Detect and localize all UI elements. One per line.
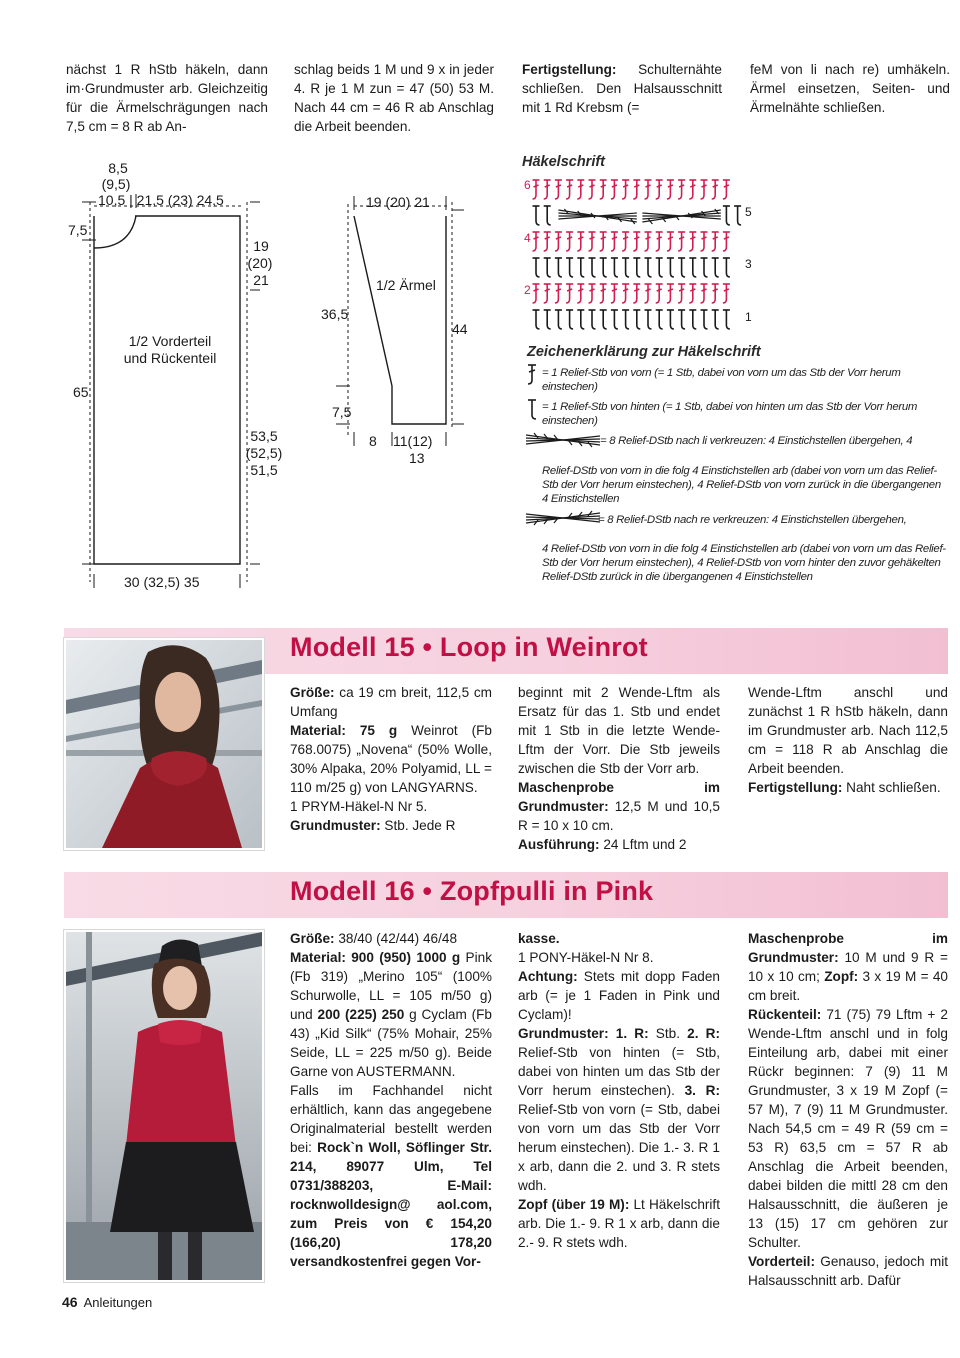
side-length-label-1: 53,5 (250, 428, 278, 444)
chart-stitch (712, 232, 719, 251)
legend-item-1: = 1 Relief-Stb von vorn (= 1 Stb, dabei von vorn um das Stb der Vorr herum einstechen) (542, 367, 901, 394)
model16-back (748, 1005, 948, 1252)
chart-stitch (701, 258, 708, 277)
sleeve-schematic-lines (328, 190, 468, 470)
model15-size-label: Größe: (290, 685, 335, 700)
section-name: Anleitungen (83, 1295, 153, 1310)
model15-execution (518, 835, 720, 854)
sleeve-bottom-right-2-label: 13 (409, 450, 425, 466)
chart-stitch (667, 310, 674, 329)
chart-stitch (689, 232, 696, 251)
model16-col2 (518, 929, 720, 1252)
chart-stitch (667, 258, 674, 277)
chart-stitch (544, 206, 551, 225)
chart-stitch (656, 284, 663, 303)
model16-back-label: Rückenteil: (748, 1007, 822, 1022)
legend-symbol-front-post (526, 363, 538, 385)
sleeve-top-width-label: 19 (20) 21 (366, 194, 430, 210)
chart-stitch (667, 284, 674, 303)
legend-item-3-cont: Relief-DStb von vorn in die folg 4 Einstichstellen arb (dabei von vorn um das Relief-Stb der Vorr herum einstechen), 4 Relief-DStb von vorn zurück in die übergangenen 4 Einstichstellen (542, 465, 941, 506)
chart-stitch (645, 180, 652, 199)
crochet-chart (532, 172, 752, 332)
model15-finishing (748, 778, 948, 797)
row-label-2: 2 (524, 283, 531, 297)
model16-front-text: Genauso, jedoch mit Halsausschnitt arb. Dafür (748, 1254, 948, 1288)
sleeve-total-length-label: 44 (452, 321, 468, 337)
model15-title: Modell 15 • Loop in Weinrot (290, 632, 648, 662)
model15-pattern-label: Grundmuster: (290, 818, 381, 833)
top-text-col4-para: feM von li nach re) umhäkeln. Ärmel einsetzen, Seiten- und Ärmelnähte schließen. (750, 62, 950, 115)
model15-photo (64, 638, 264, 850)
chart-stitch (712, 310, 719, 329)
chart-stitch (689, 258, 696, 277)
model16-photo (64, 930, 264, 1282)
chart-stitch (544, 232, 551, 251)
model15-execution-cont-text: Wende-Lftm anschl und zunächst 1 R hStb häkeln, dann im Grundmuster arb. Nach 112,5 cm = 118 R ab Anschlag die Arbeit beenden. (748, 685, 948, 776)
chart-stitch (600, 232, 607, 251)
chart-stitch (645, 258, 652, 277)
model16-attention-label: Achtung: (518, 969, 578, 984)
chart-stitch (589, 310, 596, 329)
legend-item-2: = 1 Relief-Stb von hinten (= 1 Stb, dabei von hinten um das Stb der Vorr herum einstechen) (542, 401, 918, 428)
model16-col1 (290, 929, 492, 1271)
chart-cable-crossing (642, 209, 720, 224)
chart-stitch (555, 232, 562, 251)
model16-order-text: Falls im Fachhandel nicht erhältlich, kann das angegebene Originalmaterial bestellt werden bei: (290, 1083, 492, 1155)
model16-header-band (64, 872, 948, 918)
model15-hook (290, 797, 492, 816)
chart-stitch (566, 310, 573, 329)
model15-size-text: ca 19 cm breit, 112,5 cm Umfang (290, 685, 492, 719)
top-text-col1 (66, 60, 268, 136)
chart-stitch (555, 258, 562, 277)
model15-size (290, 683, 492, 721)
chart-stitch (566, 284, 573, 303)
chart-stitch (678, 232, 685, 251)
model15-pattern-text: Stb. Jede R (380, 818, 456, 833)
row-label-3: 3 (745, 257, 752, 271)
model15-execution-cont (748, 683, 948, 778)
finishing-text: Schulternähte schließen. Den Halsausschnitt mit 1 Rd Krebsm (= (522, 62, 722, 115)
sleeve-label: 1/2 Ärmel (376, 277, 436, 293)
chart-stitch (533, 232, 540, 251)
legend-item-3: = 8 Relief-DStb nach li verkreuzen: 4 Einstichstellen übergehen, 4 (600, 435, 913, 447)
chart-stitch (589, 258, 596, 277)
chart-stitch (600, 284, 607, 303)
chart-stitch (734, 206, 741, 225)
chart-stitch (723, 180, 730, 199)
model16-size-label: Größe: (290, 931, 335, 946)
chart-stitch (701, 284, 708, 303)
model15-material-label: Material: 75 g (290, 723, 398, 738)
model16-attention-text: Stets mit dopp Faden arb (= je 1 Faden in Pink und Cyclam)! (518, 969, 720, 1022)
chart-stitch (622, 310, 629, 329)
chart-stitch (633, 232, 640, 251)
model16-hook-text: 1 PONY-Häkel-N Nr 8. (518, 950, 654, 965)
chart-stitch (555, 310, 562, 329)
model15-material-text: Weinrot (Fb 768.0075) „Novena“ (50% Wolle, 30% Alpaka, 20% Polyamid, LL = 110 m/25 g) von LANGYARNS. (290, 723, 492, 795)
chart-stitch (600, 180, 607, 199)
chart-stitch (555, 284, 562, 303)
chart-stitch (689, 180, 696, 199)
legend-item-4: = 8 Relief-DStb nach re verkreuzen: 4 Einstichstellen übergehen, (598, 514, 907, 526)
chart-stitch (555, 180, 562, 199)
crochet-chart-title: Häkelschrift (522, 154, 606, 170)
armhole-label-3: 21 (253, 272, 269, 288)
chart-stitch (678, 180, 685, 199)
model16-title: Modell 16 • Zopfpulli in Pink (290, 876, 654, 906)
model15-hook-text: 1 PRYM-Häkel-N Nr 5. (290, 799, 428, 814)
chart-stitch (611, 284, 618, 303)
model16-gauge (748, 929, 948, 1005)
chart-stitch (723, 206, 730, 225)
page-number: 46 (62, 1294, 78, 1310)
chart-stitch (678, 258, 685, 277)
page-footer (62, 1294, 152, 1310)
chart-stitch (577, 284, 584, 303)
chart-stitch (633, 258, 640, 277)
side-length-label-2: (52,5) (245, 445, 283, 461)
chart-stitch (566, 180, 573, 199)
sleeve-cuff-label: 7,5 (332, 404, 352, 420)
chart-stitch (533, 180, 540, 199)
model15-material (290, 721, 492, 797)
legend-item-4-cont: 4 Relief-DStb von vorn in die folg 4 Einstichstellen arb (dabei von vorn um das Relief-Stb der Vorr herum einstechen), 4 Relief-DStb von vorn hinter den zuvor gehäkelten Relief-DStb zurück in die übergangenen 4 Einstichstellen (542, 543, 946, 584)
model15-col1 (290, 683, 492, 835)
model16-order-address: Rock`n Woll, Söflinger Str. 214, 89077 Ulm, Tel 0731/388203, E-Mail: rocknwolldesign@ aol.com, zum Preis von € 154,20 (166,20) 178,20 versandkostenfrei gegen Vor- (290, 1140, 492, 1269)
model16-col3 (748, 929, 948, 1290)
finishing-label: Fertigstellung: (522, 62, 617, 77)
chart-stitch (667, 232, 674, 251)
chart-stitch (622, 232, 629, 251)
model16-cable-gauge-label: Zopf: (824, 969, 859, 984)
chart-stitch (712, 258, 719, 277)
model15-col2 (518, 683, 720, 854)
chart-stitch (544, 284, 551, 303)
top-text-col1-para: nächst 1 R hStb häkeln, dann im·Grundmuster arb. Gleichzeitig für die Ärmelschrägungen nach 7,5 cm = 8 R ab An- (66, 62, 268, 134)
model16-material-label-2: 200 (225) 250 (317, 1007, 405, 1022)
chart-stitch (566, 232, 573, 251)
chart-stitch (701, 232, 708, 251)
chart-stitch (544, 310, 551, 329)
side-length-label-3: 51,5 (250, 462, 278, 478)
model15-pattern-cont (518, 683, 720, 778)
sleeve-bottom-left-label: 8 (369, 433, 377, 449)
model15-finishing-label: Fertigstellung: (748, 780, 843, 795)
model16-cable-gauge-text: 3 x 19 M = 40 cm breit. (748, 969, 948, 1003)
chart-stitch (611, 180, 618, 199)
chart-stitch (600, 258, 607, 277)
model16-gauge-text: 10 M und 9 R = 10 x 10 cm; (748, 950, 948, 984)
model15-pattern-cont-text: beginnt mit 2 Wende-Lftm als Ersatz für das 1. Stb und endet mit 1 Stb in die letzte Wende-Lftm der Vorr. Die Stb jeweils zwischen die Stb der Vorr arb. (518, 685, 720, 776)
model16-order-cont (518, 929, 720, 948)
chart-stitch (611, 310, 618, 329)
model16-pattern-row3-label: 3. R: (684, 1083, 720, 1098)
legend-symbol-back-post (526, 398, 538, 420)
chart-stitch (622, 258, 629, 277)
chart-stitch (689, 284, 696, 303)
row-label-5: 5 (745, 205, 752, 219)
model16-material (290, 948, 492, 1081)
legend-symbol-cross-right (524, 510, 604, 526)
chart-stitch (712, 180, 719, 199)
chart-stitch (656, 310, 663, 329)
chart-stitch (701, 310, 708, 329)
body-schematic-lines (60, 190, 340, 630)
chart-stitch (656, 232, 663, 251)
model16-hook (518, 948, 720, 967)
model16-cable-text: Lt Häkelschrift arb. Die 1.- 9. R 1 x arb, dann die 2.- 9. R stets wdh. (518, 1197, 720, 1250)
neck-depth-label: 8,5 (108, 160, 128, 176)
top-text-col4 (750, 60, 950, 117)
model16-pattern-row3-text: Relief-Stb von vorn (= Stb, dabei von vorn um das Stb der Vorr herum einstechen). Die 1.- 3. R 1 x arb, dann die 2. und 3. R stets wdh. (518, 1102, 720, 1193)
body-label-1: 1/2 Vorderteil (128, 333, 212, 349)
model16-order-cont-label: kasse. (518, 931, 560, 946)
chart-stitch (533, 310, 540, 329)
bottom-width-label: 30 (32,5) 35 (124, 574, 200, 590)
model16-material-text: Pink (Fb 319) „Merino 105“ (100% Schurwolle, LL = 105 m/50 g) und (290, 950, 492, 1022)
chart-stitch (544, 180, 551, 199)
model16-size (290, 929, 492, 948)
chart-stitch (633, 284, 640, 303)
chart-stitch (577, 232, 584, 251)
chart-stitch (689, 310, 696, 329)
chart-stitch (645, 284, 652, 303)
top-width-label: 10,5 | 21,5 (23) 24,5 (98, 192, 224, 208)
chart-stitch (566, 258, 573, 277)
chart-stitch (712, 284, 719, 303)
model16-pattern-row2-text: Relief-Stb von hinten (= Stb, dabei von hinten um das Stb der Vorr herum einstechen). (518, 1045, 720, 1098)
chart-stitch (622, 284, 629, 303)
chart-stitch (723, 232, 730, 251)
chart-stitch (656, 258, 663, 277)
model16-material-label: Material: 900 (950) 1000 g (290, 950, 461, 965)
row-label-4: 4 (524, 231, 531, 245)
chart-stitch (544, 258, 551, 277)
model15-gauge-label: Maschenprobe im Grundmuster: (518, 780, 720, 814)
chart-stitch (723, 258, 730, 277)
chart-stitch (533, 258, 540, 277)
model16-material-text-2: g Cyclam (Fb 43) „Kid Silk“ (75% Mohair, 25% Seide, LL = 225 m/50 g). Beide Garne von AUSTERMANN. (290, 1007, 492, 1079)
chart-stitch (611, 232, 618, 251)
chart-stitch (645, 232, 652, 251)
chart-stitch (589, 180, 596, 199)
sleeve-bottom-right-label: 11(12) (393, 433, 433, 449)
model16-size-text: 38/40 (42/44) 46/48 (334, 931, 457, 946)
chart-stitch (701, 180, 708, 199)
chart-stitch (611, 258, 618, 277)
chart-stitch (622, 180, 629, 199)
chart-stitch (678, 310, 685, 329)
chart-stitch (656, 180, 663, 199)
model16-cable (518, 1195, 720, 1252)
model15-pattern (290, 816, 492, 835)
model16-pattern-label: Grundmuster: 1. R: (518, 1026, 649, 1041)
model15-gauge (518, 778, 720, 835)
row-label-6: 6 (524, 178, 531, 192)
legend-symbol-cross-left (524, 432, 604, 448)
chart-stitch (577, 258, 584, 277)
armhole-label-1: 19 (253, 238, 269, 254)
chart-stitch (678, 284, 685, 303)
legend-title: Zeichenerklärung zur Häkelschrift (527, 344, 761, 360)
model16-order (290, 1081, 492, 1271)
model15-finishing-text: Naht schließen. (842, 780, 941, 795)
chart-stitch (589, 284, 596, 303)
model16-front-label: Vorderteil: (748, 1254, 815, 1269)
chart-stitch (633, 180, 640, 199)
sleeve-slope-label: 36,5 (321, 306, 349, 322)
chart-stitch (533, 284, 540, 303)
model15-photo-image (66, 640, 262, 848)
chart-stitch (667, 180, 674, 199)
model16-pattern-text: Stb. (648, 1026, 688, 1041)
model15-execution-text: 24 Lftm und 2 (599, 837, 687, 852)
chart-stitch (589, 232, 596, 251)
model16-front (748, 1252, 948, 1290)
top-text-col2 (294, 60, 494, 136)
top-text-col2-para: schlag beids 1 M und 9 x in jeder 4. R je 1 M zun = 47 (50) 53 M. Nach 44 cm = 46 R ab Anschlag die Arbeit beenden. (294, 62, 494, 134)
model15-execution-label: Ausführung: (518, 837, 600, 852)
chart-stitch (723, 310, 730, 329)
model16-gauge-label: Maschenprobe im Grundmuster: (748, 931, 948, 965)
model16-cable-label: Zopf (über 19 M): (518, 1197, 630, 1212)
chart-stitch (633, 310, 640, 329)
model16-photo-image (66, 932, 262, 1280)
row-label-1: 1 (745, 310, 752, 324)
model16-back-text: 71 (75) 79 Lftm + 2 Wende-Lftm anschl und in folg Einteilung arb, dabei mit einer Rückr beginnen: 7 (9) 11 M Grundmuster, 3 x 19 M Zopf (= 57 M), 7 (9) 11 M Grundmuster. Nach 54,5 cm = 49 R (59 cm = 53 R) 63,5 cm = 57 R ab Anschlag die Arbeit beenden, dabei bilden die mittl 28 cm den Halsausschnitt, die äußeren je 13 (15) 17 cm gehören zur Schulter. (748, 1007, 948, 1250)
chart-stitch (600, 310, 607, 329)
armhole-label-2: (20) (247, 255, 273, 271)
model15-col3 (748, 683, 948, 797)
total-length-label: 65 (73, 384, 89, 400)
neck-depth-alt-label: (9,5) (101, 176, 131, 192)
body-label-2: und Rückenteil (123, 350, 217, 366)
model15-gauge-text: 12,5 M und 10,5 R = 10 x 10 cm. (518, 799, 720, 833)
model16-pattern-row2-label: 2. R: (687, 1026, 720, 1041)
top-text-col3 (522, 60, 722, 117)
chart-stitch (577, 180, 584, 199)
model16-pattern (518, 1024, 720, 1195)
chart-cable-crossing (558, 209, 636, 224)
chart-stitch (577, 310, 584, 329)
chart-stitch (645, 310, 652, 329)
shoulder-drop-label: 7,5 (68, 222, 88, 238)
chart-stitch (533, 206, 540, 225)
chart-stitch (723, 284, 730, 303)
model16-attention (518, 967, 720, 1024)
